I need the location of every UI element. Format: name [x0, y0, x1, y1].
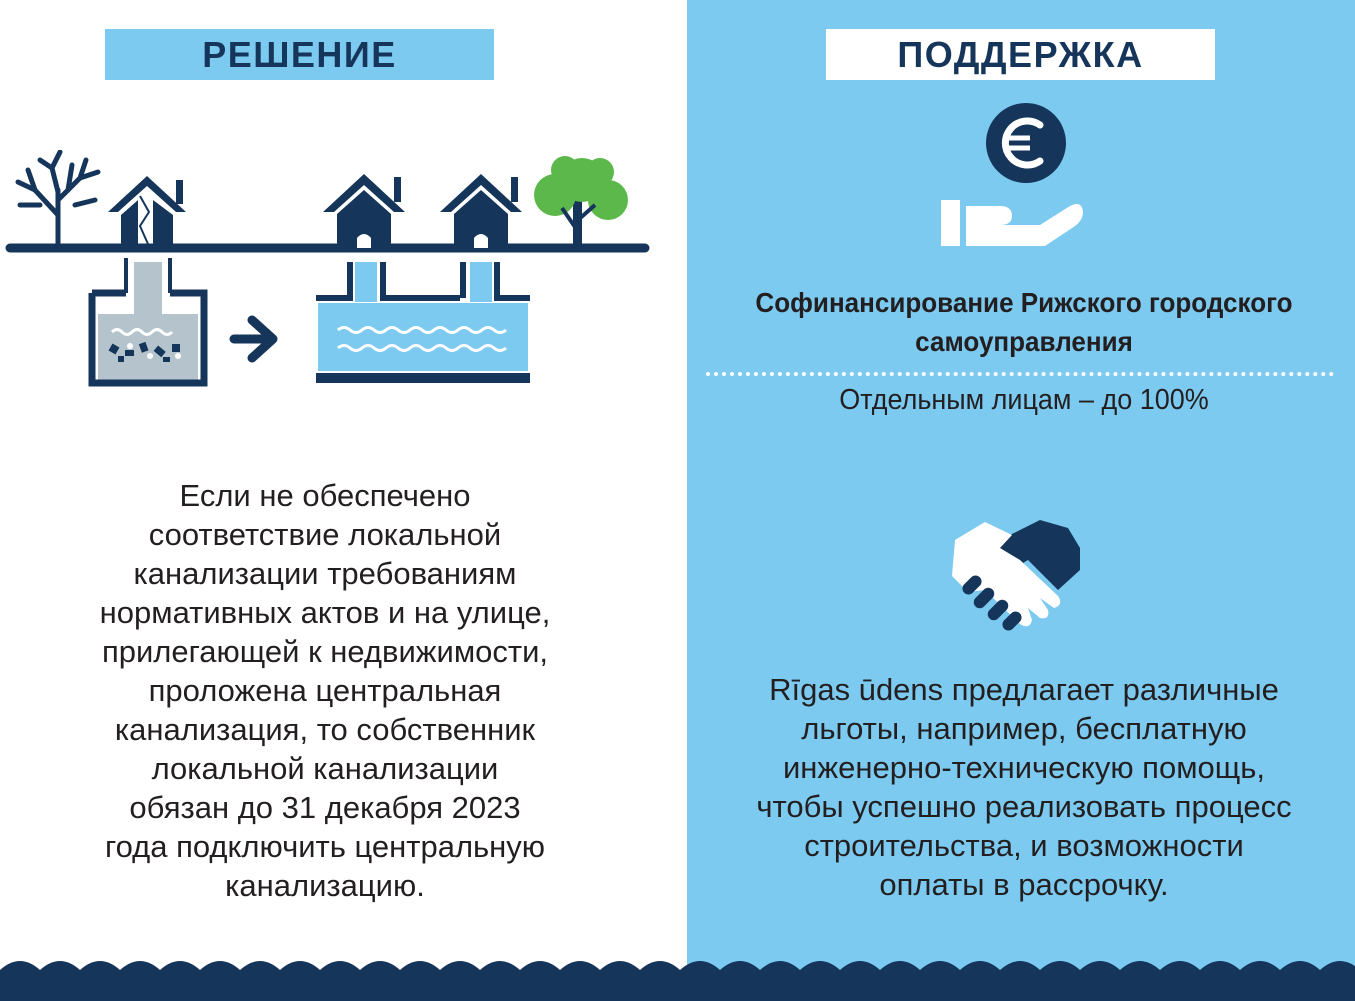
cofinancing-title: Софинансирование Рижского городского самоуправления — [755, 287, 1293, 357]
central-sewer-tank-icon — [316, 262, 530, 378]
sewer-connection-illustration — [0, 150, 660, 395]
cofinancing-detail: Отдельным лицам – до 100% — [839, 384, 1209, 416]
dead-tree-icon — [18, 152, 98, 246]
septic-tank-icon — [92, 258, 204, 383]
connected-house-icon — [323, 174, 405, 248]
connected-house-icon — [440, 174, 522, 248]
cracked-house-icon — [108, 176, 186, 248]
water-waves-decoration — [0, 950, 1355, 1001]
green-tree-icon — [534, 156, 628, 248]
handshake-icon — [945, 515, 1090, 640]
support-text: Rīgas ūdens предлагает различные льготы, например, бесплатную инженерно-техническую помощь, чтобы успешно реализовать процесс строительства, и возможности оплаты в рассрочку. — [756, 672, 1292, 902]
solution-text: Если не обеспечено соответствие локальной канализации требованиям нормативных актов и на улице, прилегающей к недвижимости, проложена центральная канализация, то собственник локальной канализации обязан до 31 декабря 2023 года подключить центральную канализацию. — [99, 478, 551, 903]
solution-heading: РЕШЕНИЕ — [105, 29, 494, 80]
dotted-divider — [706, 372, 1334, 376]
arrow-right-icon — [234, 320, 273, 358]
euro-coin-hand-icon — [935, 100, 1095, 255]
support-heading: ПОДДЕРЖКА — [826, 29, 1215, 80]
